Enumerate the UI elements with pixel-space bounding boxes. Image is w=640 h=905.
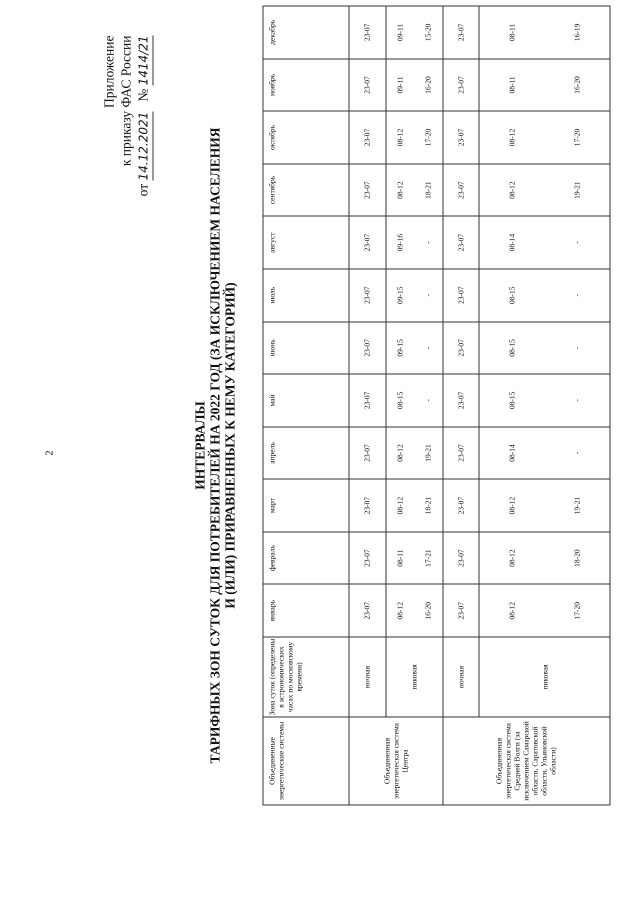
table-cell: 09-15 xyxy=(385,268,413,321)
table-cell: 23-07 xyxy=(349,479,386,532)
table-cell: 08-15 xyxy=(385,374,413,427)
table-cell: 18-21 xyxy=(414,479,442,532)
table-cell: 08-12 xyxy=(479,163,544,216)
table-cell: 23-07 xyxy=(349,163,386,216)
zone-peak: пиковая xyxy=(385,637,442,717)
table-cell: 08-14 xyxy=(479,216,544,269)
table-cell: - xyxy=(414,321,442,374)
header-month: май xyxy=(263,374,349,427)
zone-peak: пиковая xyxy=(479,637,610,717)
table-cell: 09-15 xyxy=(385,321,413,374)
table-cell: 09-11 xyxy=(385,6,413,59)
table-cell: 19-21 xyxy=(544,163,609,216)
table-cell: 23-07 xyxy=(442,6,479,59)
table-cell: 08-15 xyxy=(479,374,544,427)
table-cell: 23-07 xyxy=(442,374,479,427)
table-cell: 23-07 xyxy=(349,111,386,164)
table-cell: 08-11 xyxy=(385,531,413,584)
header-month: август xyxy=(263,216,349,269)
date-prefix: от xyxy=(135,183,150,196)
document-title xyxy=(192,125,237,765)
header-month: декабрь xyxy=(263,6,349,59)
table-cell: 08-12 xyxy=(385,111,413,164)
table-cell: 09-11 xyxy=(385,58,413,111)
title-line-2: ТАРИФНЫХ ЗОН СУТОК ДЛЯ ПОТРЕБИТЕЛЕЙ НА 2022 ГОД (ЗА ИСКЛЮЧЕНИЕМ НАСЕЛЕНИЯ xyxy=(207,127,222,763)
table-cell: 17-20 xyxy=(544,111,609,164)
table-cell: 23-07 xyxy=(349,58,386,111)
table-cell: 23-07 xyxy=(442,111,479,164)
table-cell: 23-07 xyxy=(349,268,386,321)
header-month: июль xyxy=(263,268,349,321)
table-cell: 08-15 xyxy=(479,321,544,374)
table-cell: 23-07 xyxy=(349,531,386,584)
table-cell: 18-20 xyxy=(544,531,609,584)
table-cell: 23-07 xyxy=(442,321,479,374)
table-cell: 19-21 xyxy=(414,426,442,479)
table-cell: 17-21 xyxy=(414,531,442,584)
table-cell: 23-07 xyxy=(349,6,386,59)
appendix-title: Приложение xyxy=(101,35,116,108)
table-cell: 08-14 xyxy=(479,426,544,479)
table-cell: 08-15 xyxy=(479,268,544,321)
header-system: Объединенные энергетические системы xyxy=(263,717,349,805)
table-cell: - xyxy=(544,374,609,427)
appendix-order: к приказу ФАС России xyxy=(118,35,133,166)
table-cell: 23-07 xyxy=(442,584,479,637)
table-cell: 09-16 xyxy=(385,216,413,269)
table-row xyxy=(385,6,413,805)
table-cell: - xyxy=(544,426,609,479)
table-cell: 15-20 xyxy=(414,6,442,59)
zone-night: ночная xyxy=(442,637,479,717)
tariff-zones-table xyxy=(262,5,610,805)
order-number: 1414/21 xyxy=(135,35,153,85)
table-cell: 23-07 xyxy=(442,163,479,216)
table-cell: 23-07 xyxy=(442,479,479,532)
table-cell: 23-07 xyxy=(349,321,386,374)
table-header-row xyxy=(263,6,349,805)
header-month: октябрь xyxy=(263,111,349,164)
table-cell: 18-21 xyxy=(414,163,442,216)
table-cell: 23-07 xyxy=(442,426,479,479)
table-cell: 08-12 xyxy=(385,584,413,637)
table-cell: 08-12 xyxy=(385,479,413,532)
table-row xyxy=(349,6,386,805)
table-cell: - xyxy=(414,268,442,321)
table-cell: - xyxy=(544,321,609,374)
table-cell: 08-12 xyxy=(479,584,544,637)
table-cell: 16-19 xyxy=(544,6,609,59)
system-name: Объединенная энергетическая система Средней Волги (за исключением Самарской области, Саратовской области, Ульяновской области) xyxy=(442,717,610,805)
table-cell: 17-20 xyxy=(414,111,442,164)
order-date: 14.12.2021 xyxy=(135,111,153,180)
table-cell: 16-20 xyxy=(414,584,442,637)
table-cell: 08-12 xyxy=(385,426,413,479)
header-month: март xyxy=(263,479,349,532)
table-cell: - xyxy=(544,268,609,321)
system-name: Объединенная энергетическая система Центра xyxy=(349,717,443,805)
table-cell: 17-20 xyxy=(544,584,609,637)
table-cell: 23-07 xyxy=(349,426,386,479)
number-prefix: № xyxy=(135,88,150,102)
page-number: 2 xyxy=(44,450,55,455)
table-cell: 16-20 xyxy=(544,58,609,111)
table-cell: 19-21 xyxy=(544,479,609,532)
table-cell: 23-07 xyxy=(349,584,386,637)
header-month: сентябрь xyxy=(263,163,349,216)
table-cell: 23-07 xyxy=(442,268,479,321)
table-cell: 08-11 xyxy=(479,58,544,111)
table-cell: 23-07 xyxy=(442,58,479,111)
table-cell: - xyxy=(414,374,442,427)
table-cell: 23-07 xyxy=(349,216,386,269)
table-cell: 23-07 xyxy=(349,374,386,427)
zone-night: ночная xyxy=(349,637,386,717)
table-cell: - xyxy=(544,216,609,269)
appendix-block xyxy=(100,35,153,245)
header-month: январь xyxy=(263,584,349,637)
table-cell: 23-07 xyxy=(442,531,479,584)
appendix-date-line xyxy=(134,35,153,245)
table-cell: - xyxy=(414,216,442,269)
table-row xyxy=(442,6,479,805)
table-cell: 16-20 xyxy=(414,58,442,111)
table-cell: 08-12 xyxy=(479,531,544,584)
table-cell: 08-12 xyxy=(479,111,544,164)
table-cell: 08-12 xyxy=(479,479,544,532)
header-zone: Зона суток (определены в астрономических часах по московскому времени) xyxy=(263,637,349,717)
table-row xyxy=(479,6,544,805)
header-month: февраль xyxy=(263,531,349,584)
title-line-3: И (ИЛИ) ПРИРАВНЕННЫХ К НЕМУ КАТЕГОРИЙ) xyxy=(222,281,237,609)
title-line-1: ИНТЕРВАЛЫ xyxy=(192,400,207,490)
table-cell: 23-07 xyxy=(442,216,479,269)
table-cell: 08-12 xyxy=(385,163,413,216)
header-month: июнь xyxy=(263,321,349,374)
header-month: апрель xyxy=(263,426,349,479)
table-cell: 08-11 xyxy=(479,6,544,59)
header-month: ноябрь xyxy=(263,58,349,111)
